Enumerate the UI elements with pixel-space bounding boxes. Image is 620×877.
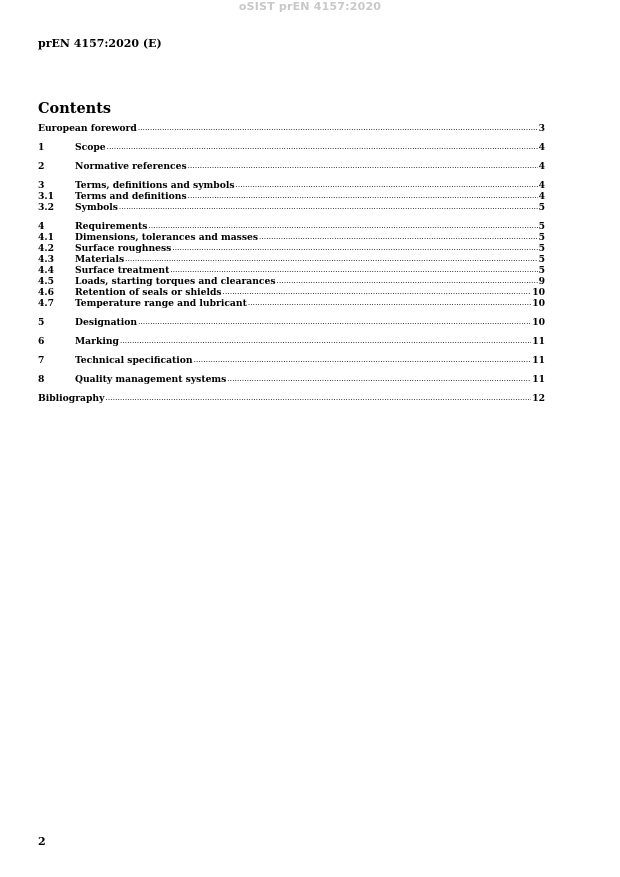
toc-entry-page: 9 bbox=[538, 276, 545, 287]
toc-entry-page: 5 bbox=[538, 221, 545, 232]
toc-entry-terms-and-definitions[interactable] bbox=[38, 191, 545, 202]
toc-entry-loads-torques-clearances[interactable] bbox=[38, 276, 545, 287]
toc-dot-leader bbox=[138, 123, 538, 134]
toc-entry-surface-roughness[interactable] bbox=[38, 243, 545, 254]
toc-dot-leader bbox=[248, 298, 531, 309]
table-of-contents bbox=[38, 123, 545, 404]
toc-dot-leader bbox=[223, 287, 532, 298]
toc-entry-number: 4.4 bbox=[38, 265, 54, 276]
toc-entry-title: Terms and definitions bbox=[75, 191, 187, 202]
toc-dot-leader bbox=[148, 221, 537, 232]
toc-entry-title: Marking bbox=[75, 336, 119, 347]
toc-entry-page: 5 bbox=[538, 265, 545, 276]
toc-entry-page: 4 bbox=[538, 161, 545, 172]
toc-entry-title: Materials bbox=[75, 254, 125, 265]
toc-dot-leader bbox=[277, 276, 538, 287]
toc-entry-normative-references[interactable] bbox=[38, 161, 545, 172]
toc-entry-title: Terms, definitions and symbols bbox=[75, 180, 235, 191]
toc-entry-terms-definitions-symbols[interactable] bbox=[38, 180, 545, 191]
toc-entry-title: Quality management systems bbox=[75, 374, 227, 385]
toc-entry-number: 3 bbox=[38, 180, 45, 191]
toc-dot-leader bbox=[236, 180, 538, 191]
toc-entry-title: Dimensions, tolerances and masses bbox=[75, 232, 259, 243]
toc-entry-number: 4.5 bbox=[38, 276, 54, 287]
toc-entry-scope[interactable] bbox=[38, 142, 545, 153]
toc-entry-number: 4.7 bbox=[38, 298, 54, 309]
toc-entry-title: Surface treatment bbox=[75, 265, 170, 276]
toc-entry-title: Symbols bbox=[75, 202, 118, 213]
toc-entry-page: 10 bbox=[532, 317, 545, 328]
toc-entry-dimensions-tolerances-masses[interactable] bbox=[38, 232, 545, 243]
toc-dot-leader bbox=[107, 142, 538, 153]
toc-entry-number: 4 bbox=[38, 221, 45, 232]
toc-entry-title: Loads, starting torques and clearances bbox=[75, 276, 276, 287]
toc-entry-number: 1 bbox=[38, 142, 45, 153]
toc-entry-symbols[interactable] bbox=[38, 202, 545, 213]
toc-entry-requirements[interactable] bbox=[38, 221, 545, 232]
toc-entry-number: 4.2 bbox=[38, 243, 54, 254]
toc-entry-page: 10 bbox=[532, 298, 545, 309]
toc-entry-title: Designation bbox=[75, 317, 138, 328]
toc-entry-page: 4 bbox=[538, 191, 545, 202]
toc-dot-leader bbox=[105, 393, 531, 404]
page-number: 2 bbox=[38, 835, 46, 848]
toc-entry-retention-of-seals[interactable] bbox=[38, 287, 545, 298]
toc-entry-materials[interactable] bbox=[38, 254, 545, 265]
toc-entry-number: 5 bbox=[38, 317, 45, 328]
toc-dot-leader bbox=[172, 243, 537, 254]
toc-entry-number: 4.3 bbox=[38, 254, 54, 265]
toc-entry-technical-specification[interactable] bbox=[38, 355, 545, 366]
toc-entry-marking[interactable] bbox=[38, 336, 545, 347]
toc-entry-page: 10 bbox=[532, 287, 545, 298]
toc-entry-number: 6 bbox=[38, 336, 45, 347]
watermark: oSIST prEN 4157:2020 bbox=[238, 0, 382, 13]
toc-entry-title: Retention of seals or shields bbox=[75, 287, 222, 298]
toc-entry-page: 5 bbox=[538, 243, 545, 254]
toc-entry-page: 4 bbox=[538, 142, 545, 153]
toc-entry-page: 3 bbox=[538, 123, 545, 134]
toc-dot-leader bbox=[138, 317, 531, 328]
toc-entry-title: Surface roughness bbox=[75, 243, 172, 254]
toc-entry-number: 3.2 bbox=[38, 202, 54, 213]
toc-entry-bibliography[interactable] bbox=[38, 393, 545, 404]
toc-dot-leader bbox=[125, 254, 537, 265]
toc-dot-leader bbox=[188, 161, 538, 172]
toc-entry-number: 2 bbox=[38, 161, 45, 172]
toc-entry-surface-treatment[interactable] bbox=[38, 265, 545, 276]
toc-entry-page: 5 bbox=[538, 202, 545, 213]
toc-entry-page: 4 bbox=[538, 180, 545, 191]
toc-entry-number: 4.1 bbox=[38, 232, 54, 243]
contents-title: Contents bbox=[38, 100, 112, 117]
toc-dot-leader bbox=[259, 232, 538, 243]
toc-entry-page: 12 bbox=[532, 393, 545, 404]
toc-dot-leader bbox=[227, 374, 531, 385]
toc-entry-number: 4.6 bbox=[38, 287, 54, 298]
toc-entry-page: 5 bbox=[538, 254, 545, 265]
toc-dot-leader bbox=[170, 265, 537, 276]
toc-entry-number: 7 bbox=[38, 355, 45, 366]
toc-entry-designation[interactable] bbox=[38, 317, 545, 328]
toc-entry-page: 5 bbox=[538, 232, 545, 243]
toc-entry-temperature-range[interactable] bbox=[38, 298, 545, 309]
toc-dot-leader bbox=[119, 202, 538, 213]
toc-entry-number: 3.1 bbox=[38, 191, 54, 202]
toc-entry-title: Temperature range and lubricant bbox=[75, 298, 247, 309]
toc-entry-number: 8 bbox=[38, 374, 45, 385]
toc-dot-leader bbox=[188, 191, 538, 202]
toc-entry-title: Technical specification bbox=[75, 355, 193, 366]
toc-entry-title: Scope bbox=[75, 142, 106, 153]
toc-entry-title: Bibliography bbox=[38, 393, 105, 404]
toc-entry-page: 11 bbox=[532, 355, 545, 366]
toc-dot-leader bbox=[120, 336, 531, 347]
toc-entry-page: 11 bbox=[532, 336, 545, 347]
toc-entry-title: Requirements bbox=[75, 221, 148, 232]
toc-entry-title: European foreword bbox=[38, 123, 137, 134]
toc-entry-european-foreword[interactable] bbox=[38, 123, 545, 134]
document-id-header: prEN 4157:2020 (E) bbox=[38, 37, 162, 50]
toc-entry-page: 11 bbox=[532, 374, 545, 385]
toc-dot-leader bbox=[194, 355, 532, 366]
toc-entry-quality-management-systems[interactable] bbox=[38, 374, 545, 385]
toc-entry-title: Normative references bbox=[75, 161, 187, 172]
